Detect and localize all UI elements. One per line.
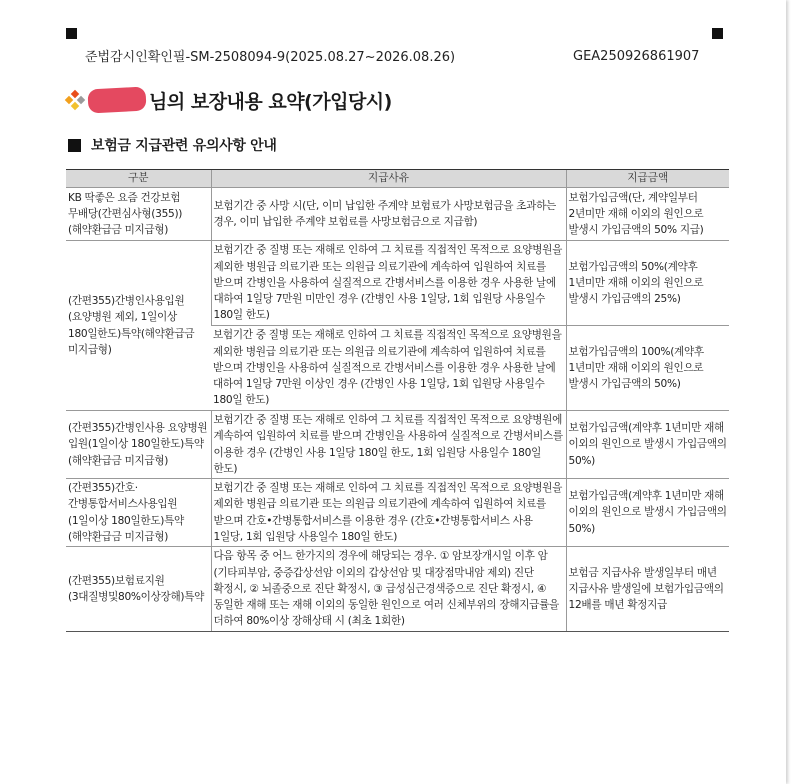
row-category: (간편355)보험료지원(3대질병및80%이상장해)특약: [66, 547, 211, 632]
row-cause: 보험기간 중 사망 시(단, 이미 납입한 주계약 보험료가 사망보험금을 초과하는 경우, 이미 납입한 주계약 보험료를 사망보험금으로 지급함): [211, 188, 566, 241]
row-cause: 보험기간 중 질병 또는 재해로 인하여 그 치료를 직접적인 목적으로 요양병원을 제외한 병원급 의료기관 또는 의원급 의료기관에 계속하여 입원하여 치료를 받으며 간병인을 사용하여 실질적으로 간병서비스를 이용한 경우 사용한 날에 대하여 1일당 7만원 이상인 경우 (간병인 사용 1일당, 1회 입원당 사용일수 180일 한도): [211, 326, 566, 411]
header-amount: 지급금액: [566, 170, 729, 188]
row-amount: 보험가입금액(계약후 1년미만 재해 이외의 원인으로 발생시 가입금액의 50%): [566, 479, 729, 547]
page-title-text: 님의 보장내용 요약(가입당시): [149, 90, 392, 113]
row-cause: 보험기간 중 질병 또는 재해로 인하여 그 치료를 직접적인 목적으로 요양병원을 제외한 병원급 의료기관 또는 의원급 의료기관에 계속하여 입원하여 치료를 받으며 간병인을 사용하여 실질적으로 간병서비스를 이용한 경우 사용한 날에 대하여 1일당 7만원 미만인 경우 (간병인 사용 1일당, 1회 입원당 사용일수 180일 한도): [211, 241, 566, 326]
registration-mark-right: [712, 28, 723, 39]
header-cause: 지급사유: [211, 170, 566, 188]
row-amount: 보험가입금액(단, 계약일부터 2년미만 재해 이외의 원인으로 발생시 가입금액의 50% 지급): [566, 188, 729, 241]
name-redaction: [87, 86, 146, 113]
table-row: [66, 241, 729, 326]
row-category: KB 딱좋은 요즘 건강보험 무배당(간편심사형(355))(해약환급금 미지급형): [66, 188, 211, 241]
section-heading: [68, 135, 277, 155]
square-bullet-icon: [68, 139, 81, 152]
row-amount: 보험가입금액의 50%(계약후 1년미만 재해 이외의 원인으로 발생시 가입금액의 25%): [566, 241, 729, 326]
compliance-certification: 준법감시인확인필-SM-2508094-9(2025.08.27~2026.08.26): [85, 50, 456, 65]
row-amount: 보험가입금액의 100%(계약후 1년미만 재해 이외의 원인으로 발생시 가입금액의 50%): [566, 326, 729, 411]
table-row: [66, 411, 729, 479]
row-cause: 보험기간 중 질병 또는 재해로 인하여 그 치료를 직접적인 목적으로 요양병원에 계속하여 입원하여 치료를 받으며 간병인을 사용하여 실질적으로 간병서비스를 이용한 경우 (간병인 사용 1일당 180일 한도, 1회 입원당 사용일수 180일 한도): [211, 411, 566, 479]
diamond-bullet-icon: [66, 91, 84, 109]
table-row: [66, 479, 729, 547]
row-cause: 보험기간 중 질병 또는 재해로 인하여 그 치료를 직접적인 목적으로 요양병원을 제외한 병원급 의료기관 또는 의원급 의료기관에 계속하여 입원하여 치료를 받으며 간호•간병통합서비스를 이용한 경우 (간호•간병통합서비스 사용 1일당, 1회 입원당 사용일수 180일 한도): [211, 479, 566, 547]
row-category: (간편355)간호·간병통합서비스사용입원(1일이상 180일한도)특약(해약환급금 미지급형): [66, 479, 211, 547]
header-category: 구분: [66, 170, 211, 188]
page-title: [66, 87, 392, 113]
row-amount: 보험가입금액(계약후 1년미만 재해 이외의 원인으로 발생시 가입금액의 50%): [566, 411, 729, 479]
row-category: (간편355)간병인사용입원(요양병원 제외, 1일이상 180일한도)특약(해약환급금 미지급형): [66, 241, 211, 411]
table-header-row: [66, 170, 729, 188]
document-id: GEA250926861907: [573, 49, 700, 64]
registration-mark-left: [66, 28, 77, 39]
row-amount: 보험금 지급사유 발생일부터 매년 지급사유 발생일에 보험가입금액의 12배를 매년 확정지급: [566, 547, 729, 632]
row-cause: 다음 항목 중 어느 한가지의 경우에 해당되는 경우. ① 암보장개시일 이후 암(기타피부암, 중증갑상선암 이외의 갑상선암 및 대장점막내암 제외) 진단 확정시, ② 뇌졸중으로 진단 확정시, ③ 급성심근경색증으로 진단 확정시, ④ 동일한 재해 또는 재해 이외의 동일한 원인으로 여러 신체부위의 장해지급률을 더하여 80%이상 장해상태 시 (최초 1회한): [211, 547, 566, 632]
section-heading-text: 보험금 지급관련 유의사항 안내: [91, 138, 277, 154]
row-category: (간편355)간병인사용 요양병원 입원(1일이상 180일한도)특약(해약환급금 미지급형): [66, 411, 211, 479]
table-row: [66, 547, 729, 632]
coverage-table: [66, 169, 729, 632]
table-row: [66, 188, 729, 241]
